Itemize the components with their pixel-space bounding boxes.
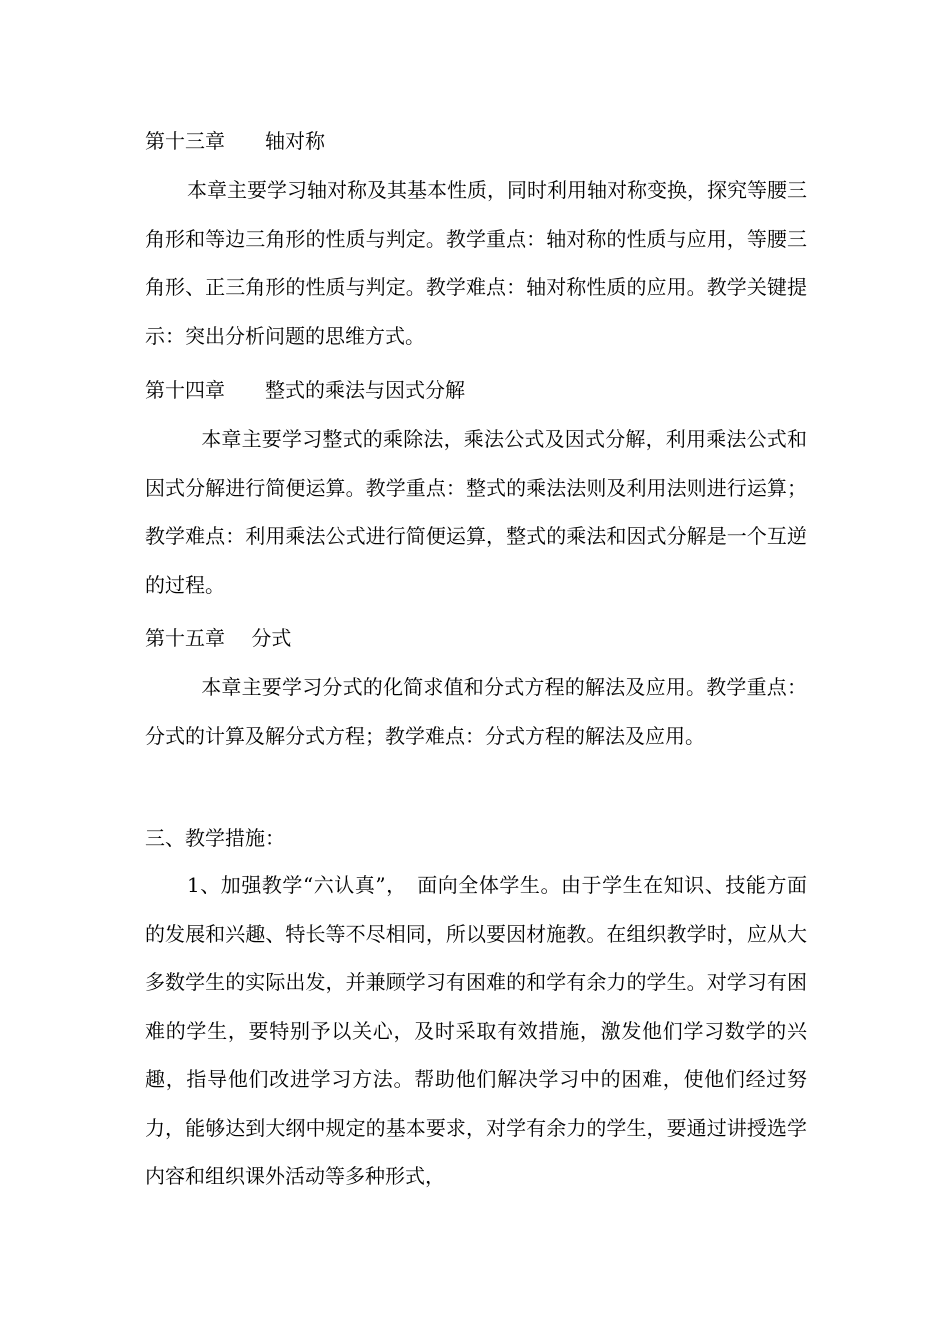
measure-1-paragraph [145, 861, 807, 1201]
chapter-13-heading: 第十三章 轴对称 [145, 129, 325, 153]
chapter-13-text: 本章主要学习轴对称及其基本性质，同时利用轴对称变换，探究等腰三角形和等边三角形的性质与判定。教学重点：轴对称的性质与应用，等腰三角形、正三角形的性质与判定。教学难点：轴对称性质的应用。教学关键提示：突出分析问题的思维方式。 [145, 178, 807, 348]
chapter-13-paragraph [145, 166, 807, 360]
section-3-heading: 三、教学措施： [145, 826, 285, 850]
chapter-15-text: 本章主要学习分式的化简求值和分式方程的解法及应用。教学重点：分式的计算及解分式方程；教学难点：分式方程的解法及应用。 [145, 675, 807, 748]
chapter-14-text: 本章主要学习整式的乘除法，乘法公式及因式分解，利用乘法公式和因式分解进行简便运算。教学重点：整式的乘法法则及利用法则进行运算；教学难点：利用乘法公式进行简便运算，整式的乘法和因式分解是一个互逆的过程。 [145, 427, 807, 597]
chapter-14-paragraph [145, 415, 807, 609]
chapter-15-heading: 第十五章 分式 [145, 626, 292, 650]
chapter-14-heading: 第十四章 整式的乘法与因式分解 [145, 378, 465, 402]
chapter-15-paragraph [145, 663, 807, 760]
measure-1-text: 1、加强教学“六认真”， 面向全体学生。由于学生在知识、技能方面的发展和兴趣、特长等不尽相同，所以要因材施教。在组织教学时，应从大多数学生的实际出发，并兼顾学习有困难的和学有余力的学生。对学习有困难的学生，要特别予以关心，及时采取有效措施，激发他们学习数学的兴趣，指导他们改进学习方法。帮助他们解决学习中的困难，使他们经过努力，能够达到大纲中规定的基本要求，对学有余力的学生，要通过讲授选学内容和组织课外活动等多种形式， [145, 873, 807, 1188]
